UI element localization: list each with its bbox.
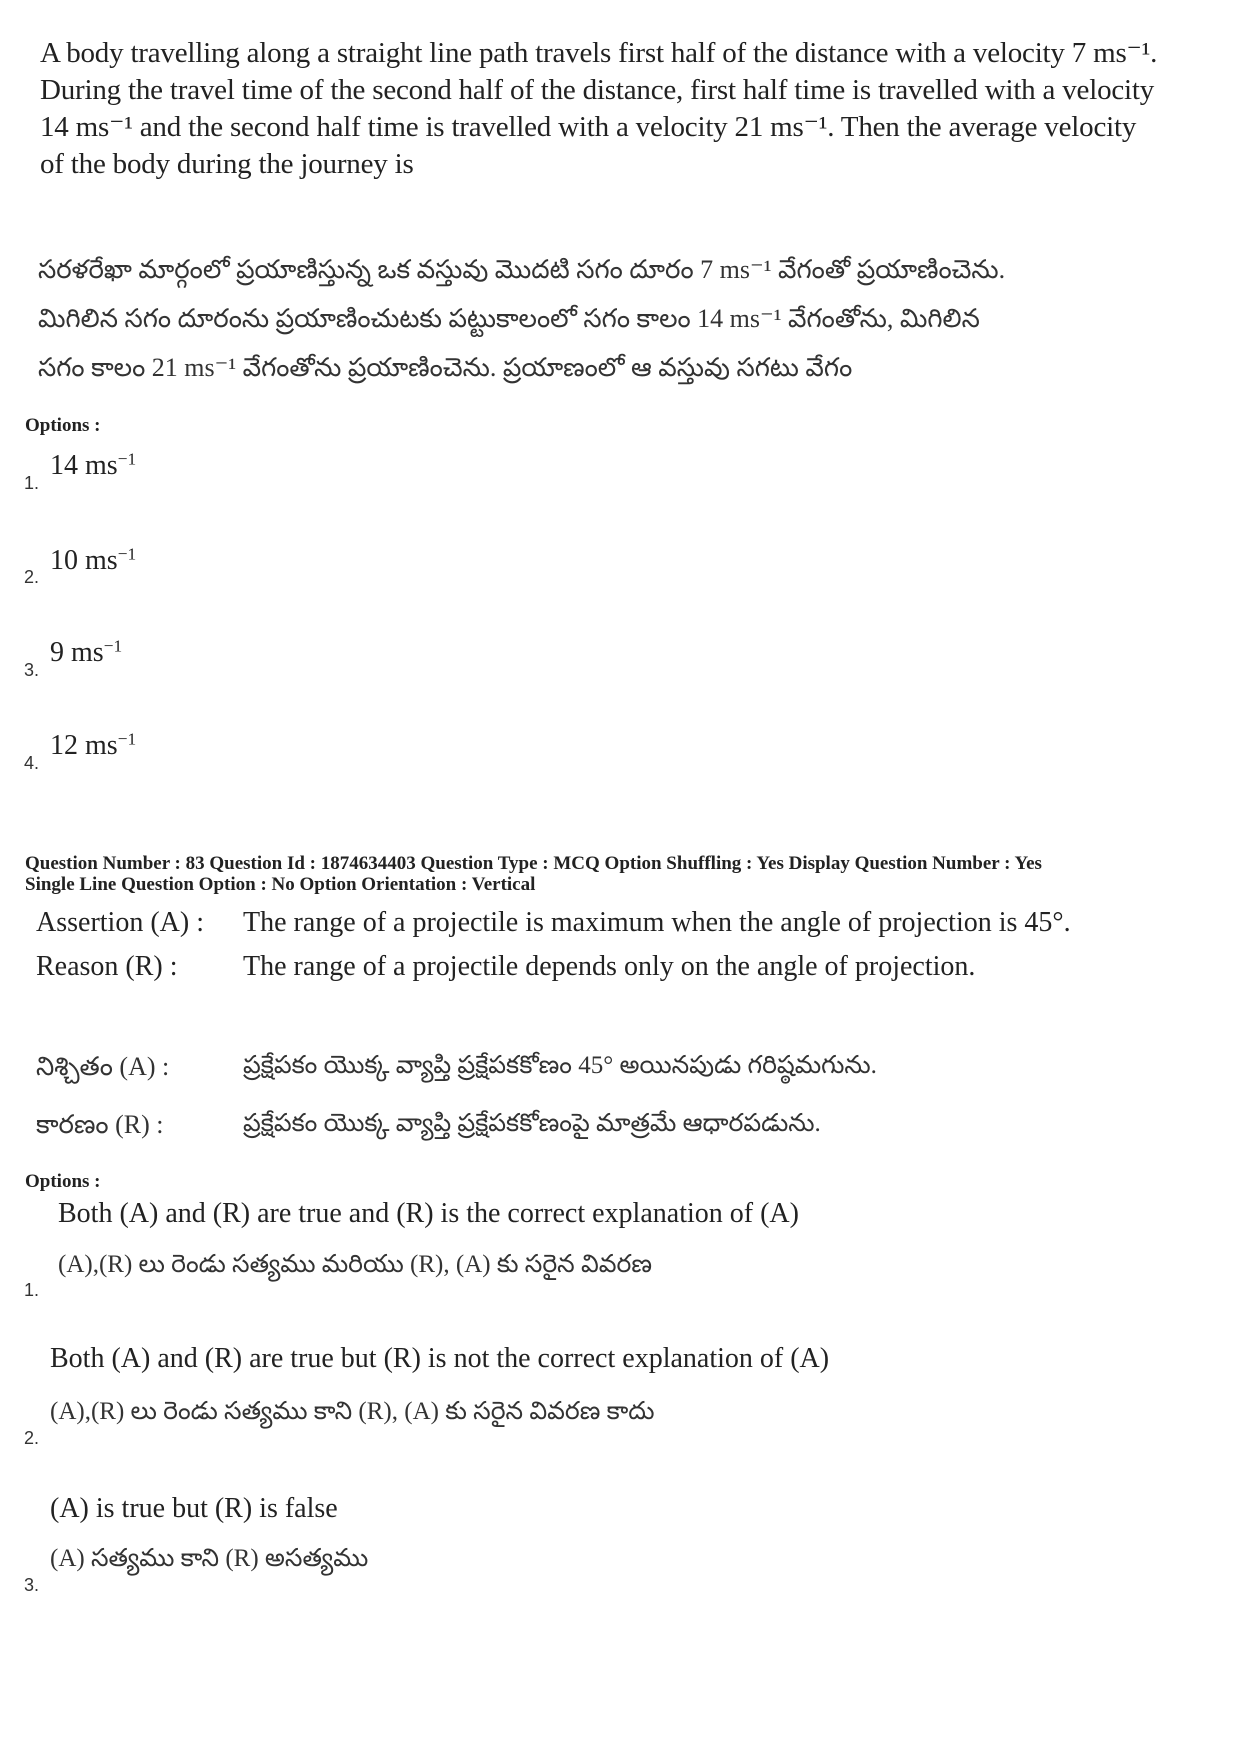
- option-english: (A) is true but (R) is false: [50, 1493, 338, 1524]
- reason-label: Reason (R) :: [36, 951, 178, 982]
- option-number: 4.: [24, 753, 40, 773]
- assertion-label: Assertion (A) :: [36, 907, 204, 938]
- option-value: 10 ms: [50, 545, 118, 576]
- option-english: Both (A) and (R) are true and (R) is the correct explanation of (A): [58, 1198, 799, 1229]
- reason-text: The range of a projectile depends only on the angle of projection.: [243, 951, 976, 982]
- option-number: 2.: [24, 567, 40, 587]
- question-82-telugu-line-1: సరళరేఖా మార్గంలో ప్రయాణిస్తున్న ఒక వస్తువు మొదటి సగం దూరం 7 ms⁻¹ వేగంతో ప్రయాణించెను.: [38, 255, 1006, 284]
- assertion-telugu-text: ప్రక్షేపకం యొక్క వ్యాప్తి ప్రక్షేపకకోణం 45° అయినపుడు గరిష్ఠమగును.: [243, 1052, 877, 1079]
- option-number: 3.: [24, 660, 40, 680]
- option-value: 14 ms: [50, 450, 118, 481]
- option-value: 12 ms: [50, 730, 118, 761]
- option-number: 2.: [24, 1428, 40, 1448]
- option-number: 1.: [24, 1280, 40, 1300]
- option-number: 3.: [24, 1575, 40, 1595]
- option-english: Both (A) and (R) are true but (R) is not the correct explanation of (A): [50, 1343, 830, 1374]
- reason-telugu-text: ప్రక్షేపకం యొక్క వ్యాప్తి ప్రక్షేపకకోణంపై మాత్రమే ఆధారపడును.: [243, 1110, 821, 1137]
- option-telugu: (A) సత్యము కాని (R) అసత్యము: [50, 1545, 369, 1572]
- option-number: 1.: [24, 473, 40, 493]
- option-exponent: −1: [117, 729, 137, 749]
- option-answer[interactable]: [50, 545, 136, 577]
- assertion-telugu-label: నిశ్చితం (A) :: [36, 1052, 170, 1081]
- option-telugu: (A),(R) లు రెండు సత్యము కాని (R), (A) కు సరైన వివరణ కాదు: [50, 1398, 655, 1425]
- question-82-telugu-line-3: సగం కాలం 21 ms⁻¹ వేగంతోను ప్రయాణించెను. ప్రయాణంలో ఆ వస్తువు సగటు వేగం: [38, 353, 853, 382]
- option-exponent: −1: [117, 449, 137, 469]
- option-exponent: −1: [103, 636, 123, 656]
- question-83-meta: Question Number : 83 Question Id : 1874634403 Question Type : MCQ Option Shuffling : Yes Display Question Number : Yes: [25, 853, 1042, 874]
- question-82-text: A body travelling along a straight line path travels first half of the distance with a velocity 7 ms⁻¹. During the travel time of the second half of the distance, first half time is travelled with a velocity 14 ms⁻¹ and the second half time is travelled with a velocity 21 ms⁻¹. Then the average velocity of the body during the journey is: [40, 37, 1158, 180]
- option-answer[interactable]: [50, 637, 122, 669]
- assertion-text: The range of a projectile is maximum when the angle of projection is 45°.: [243, 907, 1071, 938]
- option-exponent: −1: [117, 544, 137, 564]
- reason-telugu-label: కారణం (R) :: [36, 1110, 164, 1139]
- question-83-meta-line-2: Single Line Question Option : No Option Orientation : Vertical: [25, 874, 536, 895]
- option-answer[interactable]: [50, 450, 136, 482]
- options-label: Options :: [25, 1171, 101, 1192]
- options-label: Options :: [25, 415, 101, 436]
- question-82-telugu-line-2: మిగిలిన సగం దూరంను ప్రయాణించుటకు పట్టుకాలంలో సగం కాలం 14 ms⁻¹ వేగంతోను, మిగిలిన: [38, 304, 980, 333]
- option-answer[interactable]: [50, 730, 136, 762]
- option-telugu: (A),(R) లు రెండు సత్యము మరియు (R), (A) కు సరైన వివరణ: [58, 1251, 652, 1278]
- option-value: 9 ms: [50, 637, 104, 668]
